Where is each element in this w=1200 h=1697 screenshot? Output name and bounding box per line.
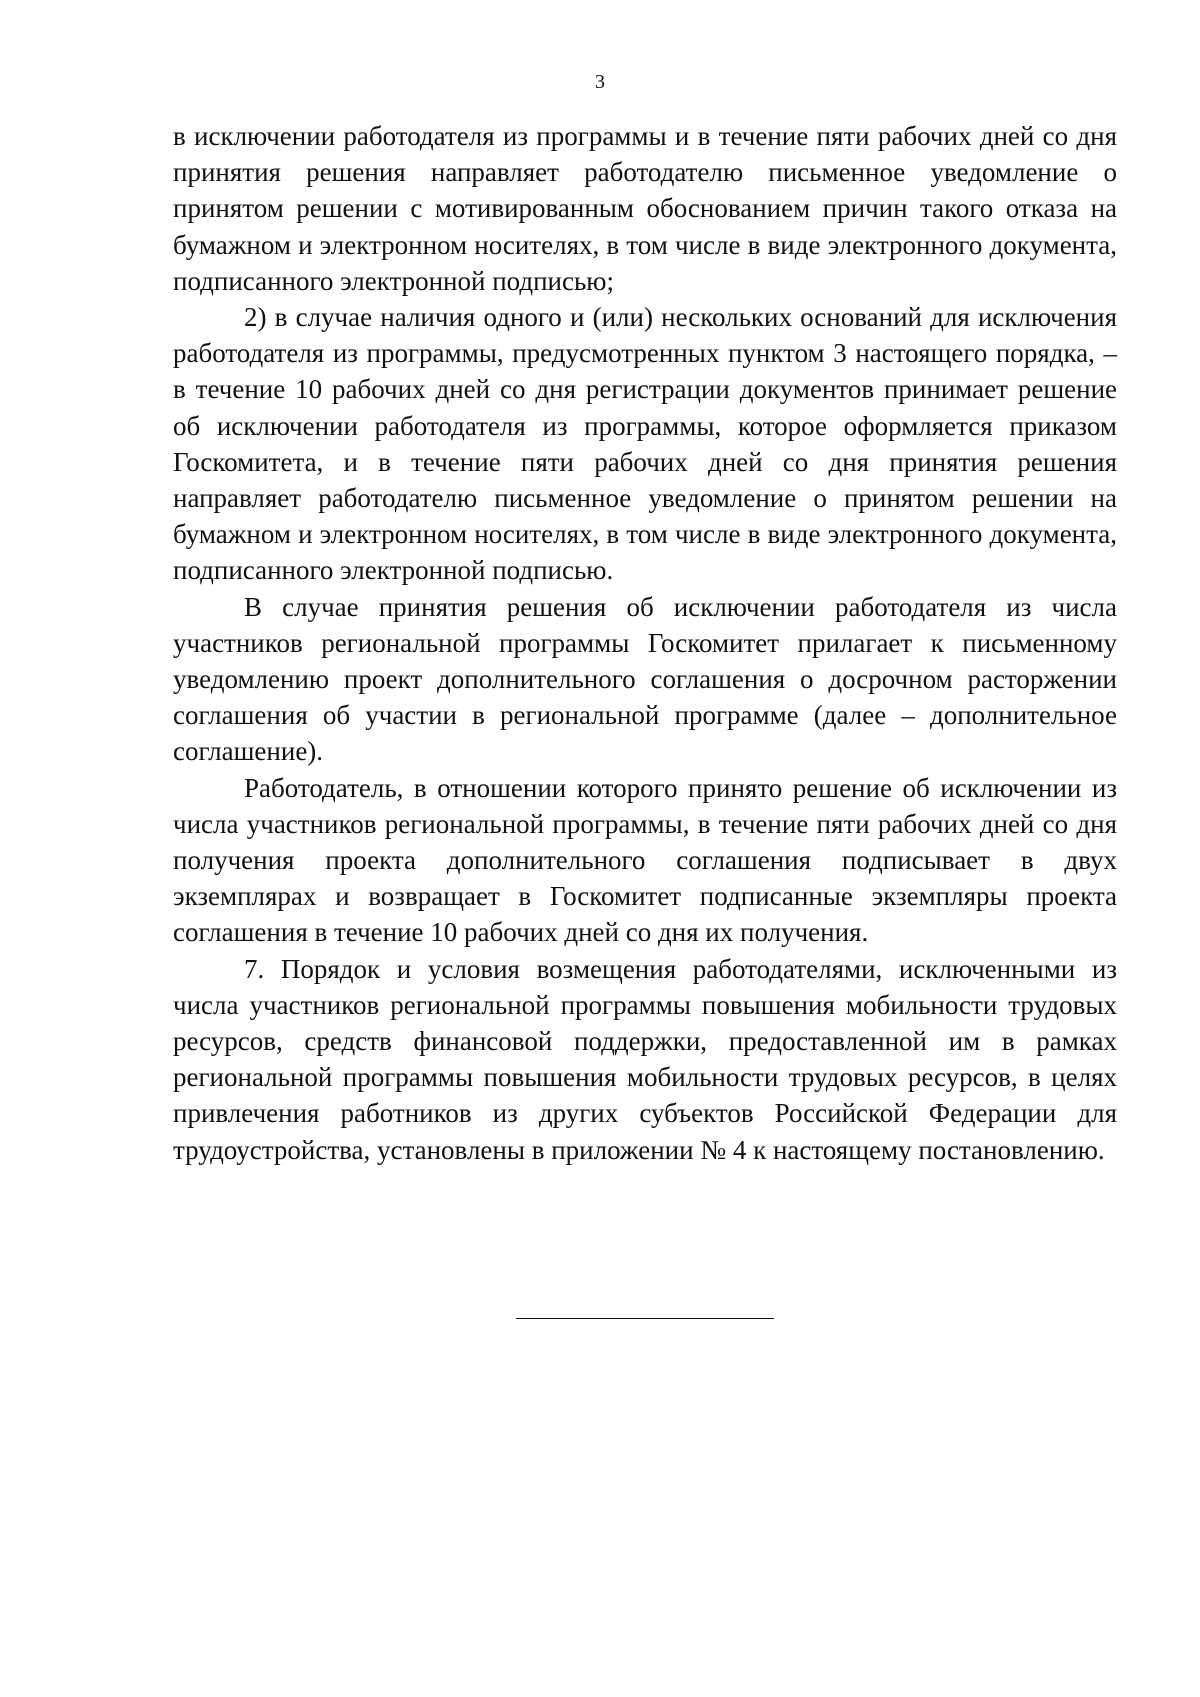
page-number: 3 bbox=[595, 71, 605, 93]
end-divider-line bbox=[516, 1318, 774, 1319]
document-body bbox=[173, 118, 1117, 1168]
paragraph-item-7: 7. Порядок и условия возмещения работодателями, исключенными из числа участников региональной программы повышения мобильности трудовых ресурсов, средств финансовой поддержки, предоставленной им в рамках региональной программы повышения мобильности трудовых ресурсов, в целях привлечения работников из других субъектов Российской Федерации для трудоустройства, установлены в приложении № 4 к настоящему постановлению. bbox=[173, 953, 1117, 1165]
paragraph-exclusion-notice: В случае принятия решения об исключении работодателя из числа участников региональной программы Госкомитет прилагает к письменному уведомлению проект дополнительного соглашения о досрочном расторжении соглашения об участии в региональной программе (далее – дополнительное соглашение). bbox=[173, 591, 1117, 767]
paragraph-continuation: в исключении работодателя из программы и в течение пяти рабочих дней со дня принятия решения направляет работодателю письменное уведомление о принятом решении с мотивированным обоснованием причин такого отказа на бумажном и электронном носителях, в том числе в виде электронного документа, подписанного электронной подписью; bbox=[173, 121, 1117, 296]
paragraph-employer-obligation: Работодатель, в отношении которого принято решение об исключении из числа участников региональной программы, в течение пяти рабочих дней со дня получения проекта дополнительного соглашения подписывает в двух экземплярах и возвращает в Госкомитет подписанные экземпляры проекта соглашения в течение 10 рабочих дней со дня их получения. bbox=[173, 772, 1117, 948]
paragraph-item-2: 2) в случае наличия одного и (или) нескольких оснований для исключения работодателя из программы, предусмотренных пунктом 3 настоящего порядка, – в течение 10 рабочих дней со дня регистрации документов принимает решение об исключении работодателя из программы, которое оформляется приказом Госкомитета, и в течение пяти рабочих дней со дня принятия решения направляет работодателю письменное уведомление о принятом решении на бумажном и электронном носителях, в том числе в виде электронного документа, подписанного электронной подписью. bbox=[173, 302, 1117, 586]
